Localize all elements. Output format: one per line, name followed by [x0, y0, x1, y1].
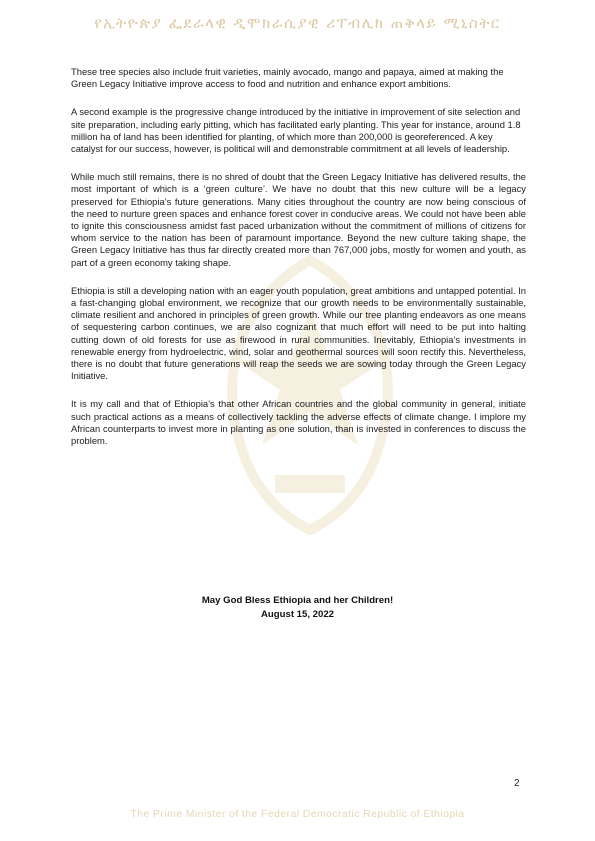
paragraph: It is my call and that of Ethiopia’s that other African countries and the global community in general, initiate such practical actions as a means of collectively tackling the adverse effects of climate change. I implore my African counterparts to invest more in planting as one solution, than is invested in conferences to discuss the problem.	[71, 398, 526, 447]
paragraph: While much still remains, there is no shred of doubt that the Green Legacy Initiative has delivered results, the most important of which is a ‘green culture’. We have no doubt that this new culture will be a legacy preserved for Ethiopia’s future generations. Many cities throughout the country are now being conscious of the need to nurture green spaces and enhance forest cover in conducive areas. We could not have been able to ignite this consciousness amidst fast paced urbanization without the commitment of millions of citizens for whom service to the nation has been of paramount importance. Beyond the new culture taking shape, the Green Legacy Initiative has thus far directly created more than 767,000 jobs, mostly for women and youth, as part of a green economy taking shape.	[71, 171, 526, 268]
page-number: 2	[514, 778, 520, 789]
paragraph: These tree species also include fruit varieties, mainly avocado, mango and papaya, aimed at making the Green Legacy Initiative improve access to food and nutrition and enhance export ambitions.	[71, 66, 504, 90]
closing-block	[0, 594, 595, 622]
closing-blessing: May God Bless Ethiopia and her Children!	[201, 595, 394, 606]
letterhead-footer: The Prime Minister of the Federal Democratic Republic of Ethiopia	[130, 808, 465, 820]
paragraph: A second example is the progressive change introduced by the initiative in improvement of site selection and site preparation, including early pitting, which has facilitated early planting. This year for instance, around 1.8 million ha of land has been identified for planting, of which more than 200,000 is georeferenced. A key catalyst for our success, however, is political will and demonstrable commitment at all levels of leadership.	[71, 106, 521, 155]
closing-date: August 15, 2022	[260, 609, 335, 620]
letter-body	[71, 66, 526, 463]
paragraph: Ethiopia is still a developing nation with an eager youth population, great ambitions and untapped potential. In a fast-changing global environment, we recognize that our growth needs to be environmentally sustainable, climate resilient and anchored in principles of green growth. While our tree planting endeavors as one means of sequestering carbon continues, we are also cognizant that much effort will need to be put into halting cutting down of old forests for use as firewood in rural communities. Inevitably, Ethiopia’s investments in renewable energy from hydroelectric, wind, solar and geothermal sources will soon rectify this. Nevertheless, there is no doubt that future generations will reap the seeds we are sowing today through the Green Legacy Initiative.	[71, 284, 526, 382]
letterhead-title: የኢትዮጵያ ፌደራላዊ ዲሞክራሲያዊ ሪፐብሊክ ጠቅላይ ሚኒስትር	[94, 14, 501, 32]
